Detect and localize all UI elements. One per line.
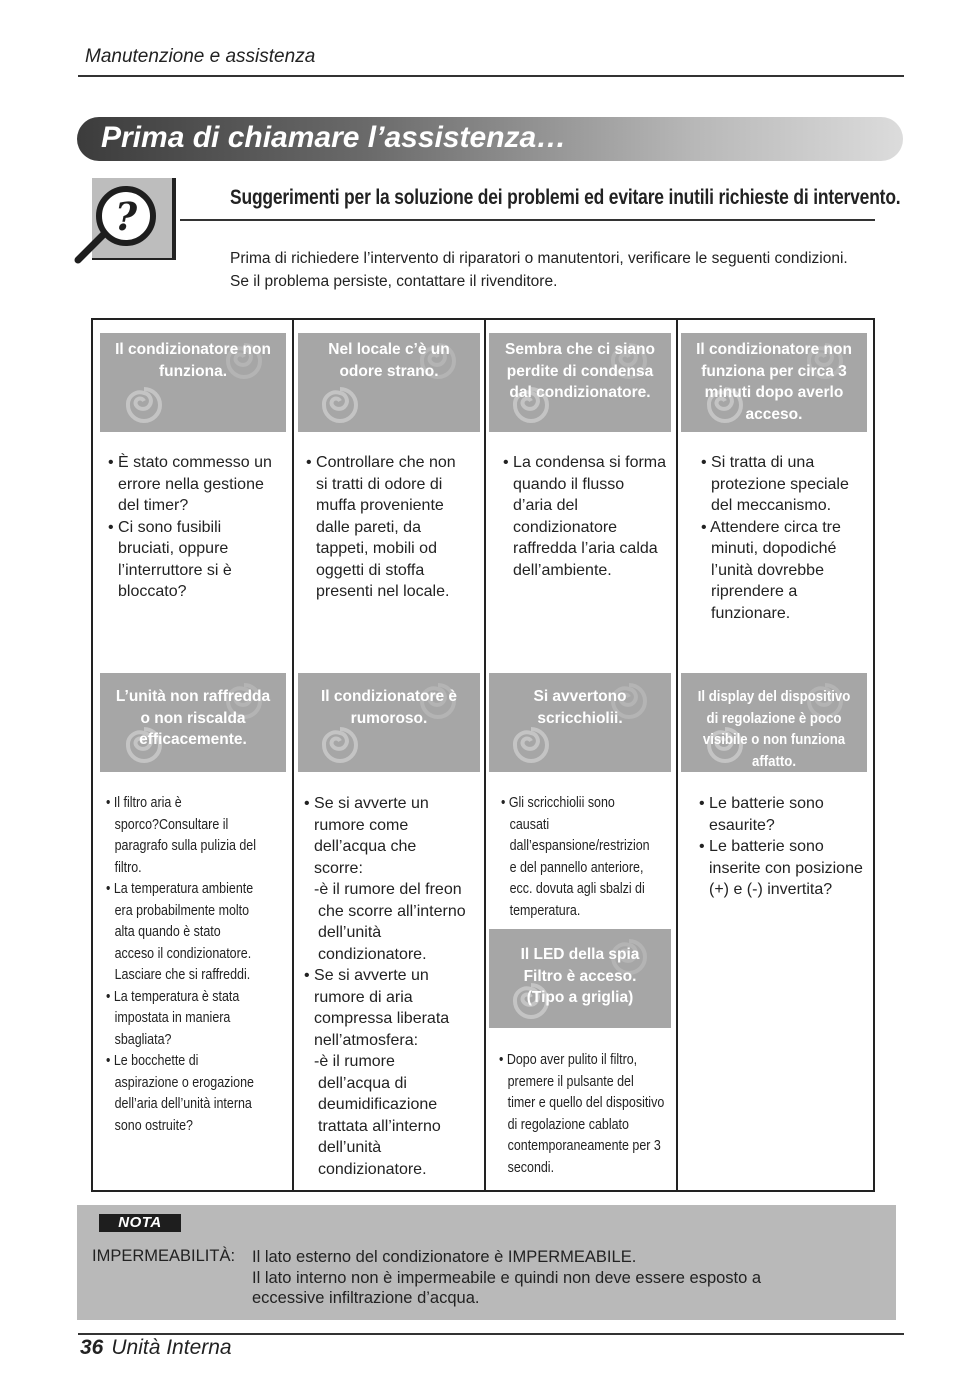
solution-line: errore nella gestione [118, 475, 264, 493]
solution-line: dell’acqua di [318, 1074, 407, 1092]
card-title-line: Il condizionatore non [115, 341, 271, 358]
page-footer [80, 1336, 232, 1360]
solution-line: • Se si avverte un [304, 795, 429, 812]
intro-line: Prima di richiedere l’intervento di riparatori o manutentori, verificare le seguenti condizioni. [230, 250, 848, 267]
solution-line: dall’espansione/restrizion [509, 838, 650, 854]
solution-line: ecc. dovuta agli sbalzi di [509, 881, 645, 897]
note-label: IMPERMEABILITÀ: [92, 1247, 236, 1265]
solution-line: dell’aria dell’unità interna [114, 1096, 252, 1112]
card-title-line: acceso. [745, 405, 803, 423]
problem-card [681, 673, 867, 772]
section-header: Manutenzione e assistenza [85, 46, 316, 67]
sub-heading: Suggerimenti per la soluzione dei problemi ed evitare inutili richieste di intervento. [230, 186, 901, 209]
intro-line: Se il problema persiste, contattare il rivenditore. [230, 273, 558, 290]
column-divider [292, 320, 294, 1190]
solution-line: • Le bocchette di [106, 1053, 199, 1069]
card-title-line: scricchiolii. [537, 709, 623, 727]
solution-line: rumore come [314, 816, 409, 834]
card-title-line: Nel locale c’è un [328, 341, 450, 358]
problem-card [681, 333, 867, 432]
solution-line: nell’atmosfera: [314, 1031, 419, 1049]
solution-text [304, 793, 484, 1180]
solution-line: del meccanismo. [711, 497, 832, 514]
solution-line: sono ostruite? [114, 1117, 193, 1134]
problem-card [100, 673, 286, 772]
solution-line: contemporaneamente per 3 [507, 1138, 661, 1154]
problem-card [298, 673, 480, 772]
solution-line: l’unità dovrebbe [711, 561, 824, 579]
solution-line: inserite con posizione [709, 859, 863, 877]
card-title-line: di regolazione è poco [706, 709, 842, 727]
card-title-line: visibile o non funziona [702, 731, 846, 748]
solution-line: l’interruttore si è [118, 561, 232, 579]
solution-line: premere il pulsante del [507, 1073, 634, 1090]
note-line: eccessive infiltrazione d’acqua. [252, 1289, 480, 1307]
solution-line: dell’unità [318, 924, 382, 941]
solution-line: protezione speciale [711, 475, 849, 493]
solution-line: -è il rumore [314, 1053, 395, 1070]
card-title-line: Sembra che ci siano [505, 341, 655, 358]
svg-text:?: ? [114, 194, 138, 239]
card-title-line: affatto. [752, 752, 796, 770]
solution-line: filtro. [114, 859, 142, 876]
page-number: 36 [80, 1336, 104, 1359]
card-title-line: funziona. [158, 362, 228, 380]
card-title-line: funziona per circa 3 [701, 362, 847, 380]
solution-text [108, 452, 288, 603]
solution-line: condizionatore [513, 518, 618, 536]
solution-line: dell’acqua che [314, 838, 417, 855]
solution-line: causati [509, 816, 550, 833]
solution-line: condizionatore. [318, 1160, 427, 1178]
solution-line: • Dopo aver pulito il filtro, [499, 1052, 638, 1068]
solution-line: • Ci sono fusibili [108, 518, 222, 536]
card-title-line: Il LED della spia [520, 946, 640, 963]
card-title-line: Il condizionatore è [320, 688, 458, 705]
help-box [92, 178, 176, 260]
spiral-watermark-icon [320, 385, 360, 425]
note-line: Il lato esterno del condizionatore è IMPERMEABILE. [252, 1248, 637, 1266]
spiral-watermark-icon [124, 385, 164, 425]
solution-text [503, 452, 683, 581]
card-title-line: efficacemente. [139, 731, 247, 748]
footer-rule [78, 1333, 904, 1335]
solution-text [501, 793, 673, 922]
solution-line: • Le batterie sono [699, 838, 824, 855]
solution-line: -è il rumore del freon [314, 881, 462, 898]
solution-line: deumidificazione [318, 1096, 438, 1113]
solution-line: temperatura. [509, 902, 581, 919]
solution-text [701, 452, 876, 624]
solution-line: sporco?Consultare il [114, 816, 229, 833]
solution-line: secondi. [507, 1159, 555, 1176]
solution-text [499, 1050, 671, 1179]
solution-line: esaurite? [709, 816, 775, 834]
solution-line: timer e quello del dispositivo [507, 1095, 665, 1111]
solution-line: • Attendere circa tre [701, 518, 841, 536]
solution-line: • Se si avverte un [304, 967, 429, 984]
solution-line: acceso il condizionatore. [114, 945, 252, 962]
solution-line: • Gli scricchiolii sono [501, 795, 615, 811]
problem-card [489, 673, 671, 772]
note-box [77, 1205, 896, 1320]
solution-line: • Si tratta di una [701, 454, 815, 471]
magnifier-question-icon [74, 182, 174, 272]
solution-line: sbagliata? [114, 1031, 172, 1048]
solution-line: • La condensa si forma [503, 454, 667, 471]
solution-line: funzionare. [711, 604, 791, 622]
solution-line: bloccato? [118, 583, 187, 600]
solution-line: trattata all’interno [318, 1117, 441, 1135]
card-title-line: o non riscalda [140, 709, 246, 727]
solution-line: (+) e (-) invertita? [709, 881, 833, 898]
solution-line: tappeti, mobili od [316, 540, 437, 557]
solution-line: alta quando è stato [114, 924, 221, 940]
problem-card [100, 333, 286, 432]
card-title-line: L’unità non raffredda [115, 688, 271, 705]
solution-line: bruciati, oppure [118, 540, 229, 557]
card-title-line: Il display del dispositivo [697, 688, 851, 705]
solution-line: • La temperatura è stata [106, 988, 240, 1005]
intro-text [230, 247, 848, 293]
solution-line: d’aria del [513, 497, 578, 514]
solution-line: quando il flusso [513, 475, 625, 493]
header-rule [78, 75, 904, 77]
solution-line: dell’unità [318, 1139, 382, 1156]
note-line: Il lato interno non è impermeabile e quindi non deve essere esposto a [252, 1268, 762, 1287]
solution-line: presenti nel locale. [316, 583, 450, 600]
column-divider [484, 320, 486, 1190]
solution-line: dalle pareti, da [316, 518, 421, 536]
solution-line: • Le batterie sono [699, 795, 824, 812]
card-title-line: dal condizionatore. [509, 384, 651, 401]
solution-line: di regolazione cablato [507, 1116, 629, 1133]
problem-card [298, 333, 480, 432]
solution-line: e del pannello anteriore, [509, 859, 644, 876]
note-badge: NOTA [99, 1214, 181, 1232]
solution-line: Lasciare che si raffreddi. [114, 967, 251, 983]
card-title-line: Il condizionatore non [696, 341, 852, 358]
note-text [252, 1247, 761, 1309]
solution-line: raffredda l’aria calda [513, 540, 658, 557]
solution-line: scorre: [314, 859, 363, 877]
solution-line: • Il filtro aria è [106, 795, 182, 811]
card-title-line: rumoroso. [350, 709, 428, 727]
spiral-watermark-icon [320, 725, 360, 765]
solution-line: compressa liberata [314, 1010, 450, 1027]
solution-line: paragrafo sulla pulizia del [114, 838, 257, 854]
sub-heading-rule [180, 219, 875, 221]
solution-line: minuti, dopodiché [711, 540, 837, 557]
card-title-line: minuti dopo averlo [704, 384, 844, 401]
problem-card [489, 333, 671, 432]
column-divider [676, 320, 678, 1190]
spiral-watermark-icon [511, 725, 551, 765]
solution-line: riprendere a [711, 583, 798, 600]
card-title-line: perdite di condensa [506, 362, 654, 380]
solution-line: • Controllare che non [306, 454, 456, 471]
solution-line: condizionatore. [318, 945, 427, 963]
solution-text [106, 793, 278, 1137]
solution-line: del timer? [118, 497, 189, 514]
solution-line: era probabilmente molto [114, 902, 250, 919]
problem-card [489, 929, 671, 1028]
solution-line: • È stato commesso un [108, 454, 272, 471]
solution-line: dell’ambiente. [513, 561, 612, 579]
solution-line: rumore di aria [314, 988, 413, 1006]
solution-line: che scorre all’interno [318, 902, 466, 920]
solution-line: si tratti di odore di [316, 475, 443, 493]
solution-text [699, 793, 874, 901]
card-title-line: Filtro è acceso. [523, 967, 637, 985]
solution-line: muffa proveniente [316, 497, 444, 514]
footer-label: Unità Interna [111, 1336, 232, 1359]
solution-line: oggetti di stoffa [316, 561, 425, 579]
card-title-line: odore strano. [339, 362, 439, 380]
solution-text [306, 452, 486, 603]
solution-line: • La temperatura ambiente [106, 881, 254, 897]
card-title-line: Si avvertono [533, 688, 627, 705]
title-banner [77, 117, 903, 161]
solution-line: impostata in maniera [114, 1010, 231, 1026]
page-title: Prima di chiamare l’assistenza… [101, 121, 567, 154]
solution-line: aspirazione o erogazione [114, 1074, 254, 1091]
card-title-line: (Tipo a griglia) [526, 989, 634, 1006]
